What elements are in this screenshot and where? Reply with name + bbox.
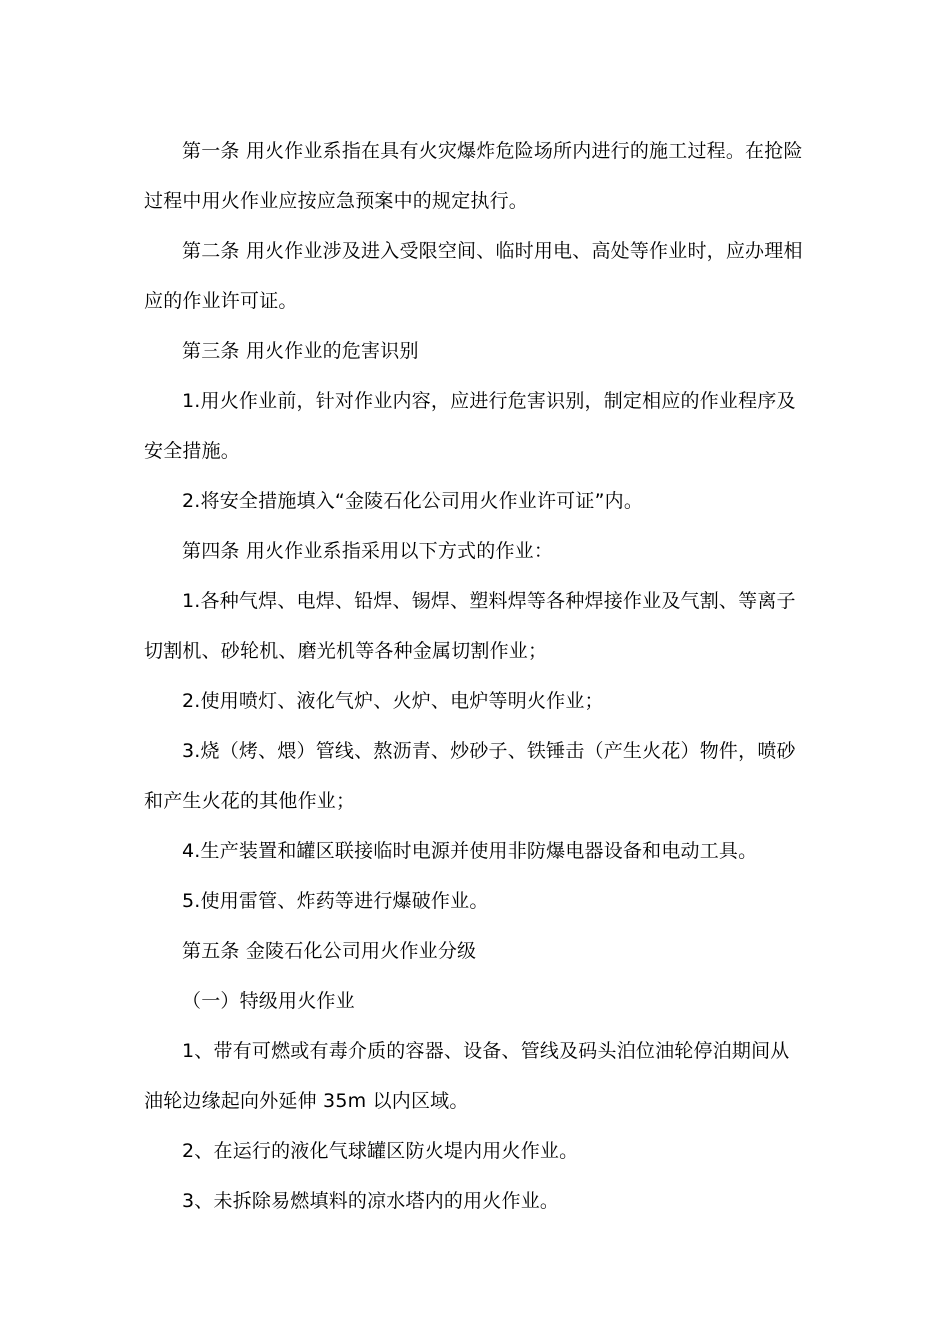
text-line: 第四条 用火作业系指采用以下方式的作业： <box>182 540 554 562</box>
text-line: 第五条 金陵石化公司用火作业分级 <box>182 940 477 962</box>
text-line: 2.将安全措施填入“金陵石化公司用火作业许可证”内。 <box>182 490 644 512</box>
text-line: 1、带有可燃或有毒介质的容器、设备、管线及码头泊位油轮停泊期间从 <box>182 1040 790 1062</box>
text-line: 第一条 用火作业系指在具有火灾爆炸危险场所内进行的施工过程。在抢险 <box>182 140 803 162</box>
text-line: 安全措施。 <box>144 440 241 462</box>
text-line: 过程中用火作业应按应急预案中的规定执行。 <box>144 190 529 212</box>
text-line: （一）特级用火作业 <box>182 990 355 1012</box>
text-line: 切割机、砂轮机、磨光机等各种金属切割作业； <box>144 640 548 662</box>
text-line: 3、未拆除易燃填料的凉水塔内的用火作业。 <box>182 1190 560 1212</box>
text-line: 1.用火作业前，针对作业内容，应进行危害识别，制定相应的作业程序及 <box>182 390 796 412</box>
text-line: 1.各种气焊、电焊、铅焊、锡焊、塑料焊等各种焊接作业及气割、等离子 <box>182 590 796 612</box>
text-line: 2.使用喷灯、液化气炉、火炉、电炉等明火作业； <box>182 690 604 712</box>
text-line: 2、在运行的液化气球罐区防火堤内用火作业。 <box>182 1140 579 1162</box>
text-line: 和产生火花的其他作业； <box>144 790 356 812</box>
text-line: 5.使用雷管、炸药等进行爆破作业。 <box>182 890 489 912</box>
text-line: 第三条 用火作业的危害识别 <box>182 340 419 362</box>
text-line: 油轮边缘起向外延伸 35m 以内区域。 <box>144 1090 469 1112</box>
text-line: 第二条 用火作业涉及进入受限空间、临时用电、高处等作业时，应办理相 <box>182 240 803 262</box>
text-line: 4.生产装置和罐区联接临时电源并使用非防爆电器设备和电动工具。 <box>182 840 758 862</box>
text-line: 应的作业许可证。 <box>144 290 298 312</box>
text-line: 3.烧（烤、煨）管线、熬沥青、炒砂子、铁锤击（产生火花）物件，喷砂 <box>182 740 796 762</box>
